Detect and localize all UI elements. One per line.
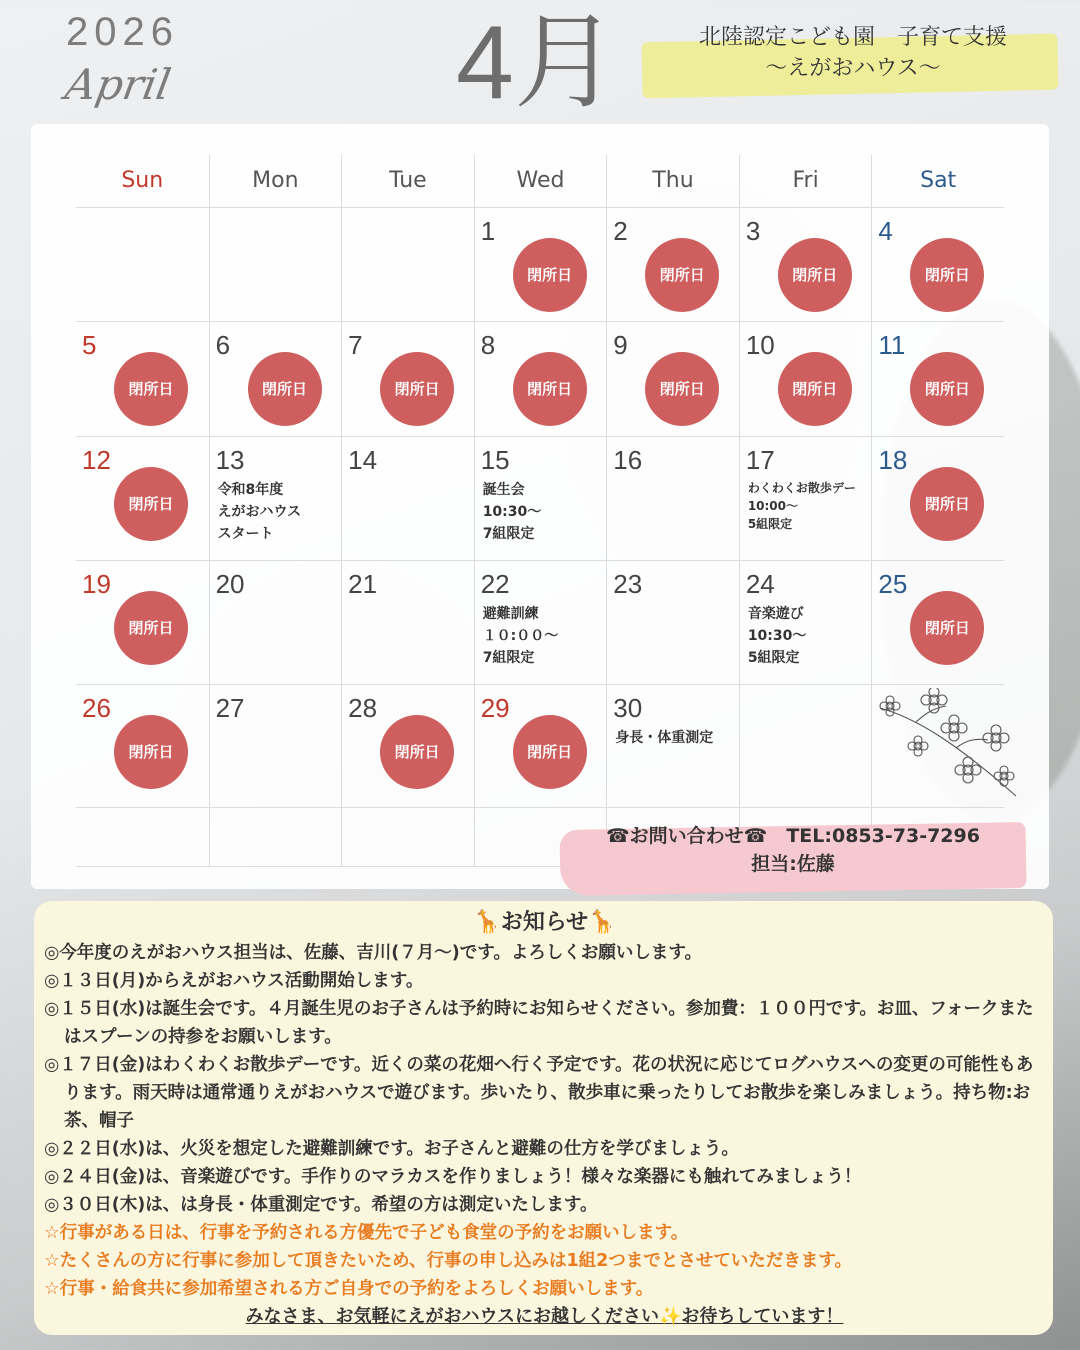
calendar-week <box>76 208 1004 322</box>
closed-day-badge: 閉所日 <box>380 352 454 426</box>
day-number: 16 <box>613 445 643 475</box>
calendar-day-cell <box>341 437 474 560</box>
notice-box <box>34 901 1053 1335</box>
closed-day-badge: 閉所日 <box>778 238 852 312</box>
day-number: 24 <box>745 569 775 599</box>
day-number: 29 <box>480 693 510 723</box>
calendar-day-cell <box>209 322 342 436</box>
notice-lines <box>44 939 1045 1303</box>
day-number: 23 <box>613 569 643 599</box>
day-number: 22 <box>480 569 510 599</box>
calendar-day-cell <box>739 208 872 321</box>
weekday-sat: Sat <box>871 155 1004 207</box>
notice-item: ◎２４日(金)は、音楽遊びです。手作りのマラカスを作りましょう！様々な楽器にも触れてみましょう！ <box>44 1167 862 1187</box>
calendar-day-cell <box>606 208 739 321</box>
notice-item: ☆行事・給食共に参加希望される方ご自身での予約をよろしくお願いします。 <box>44 1279 654 1299</box>
notice-item: ◎１３日(月)からえがおハウス活動開始します。 <box>44 971 424 991</box>
closed-day-badge: 閉所日 <box>645 352 719 426</box>
weeks-container <box>76 208 1004 867</box>
event-text: 令和8年度 えがおハウス スタート <box>217 482 302 542</box>
weekday-thu: Thu <box>606 155 739 207</box>
notice-item: ☆たくさんの方に行事に参加して頂きたいため、行事の申し込みは1組2つまでとさせていただきます。 <box>44 1251 852 1271</box>
calendar-day-cell <box>606 685 739 807</box>
event-text: 音楽遊び 10:30〜 5組限定 <box>747 606 807 666</box>
day-number: 15 <box>480 445 510 475</box>
calendar-day-cell <box>871 437 1004 560</box>
contact-person: 担当:佐藤 <box>751 853 835 875</box>
closed-day-badge: 閉所日 <box>248 352 322 426</box>
day-number: 17 <box>745 445 775 475</box>
closed-day-badge: 閉所日 <box>910 238 984 312</box>
calendar-day-cell <box>341 208 474 321</box>
contact-phone: ☎お問い合わせ☎ TEL:0853-73-7296 <box>606 825 980 847</box>
closed-day-badge: 閉所日 <box>114 467 188 541</box>
calendar-day-cell <box>606 561 739 684</box>
month-japanese: 4月 <box>456 5 618 121</box>
weekday-wed: Wed <box>474 155 607 207</box>
closed-day-badge: 閉所日 <box>778 352 852 426</box>
day-number: 7 <box>348 330 363 360</box>
weekday-mon: Mon <box>209 155 342 207</box>
calendar-day-cell <box>76 808 209 866</box>
contact-info <box>560 822 1026 878</box>
day-number: 4 <box>878 216 893 246</box>
calendar-day-cell <box>341 561 474 684</box>
calendar-day-cell <box>76 437 209 560</box>
notice-item: ◎２２日(水)は、火災を想定した避難訓練です。お子さんと避難の仕方を学びましょう。 <box>44 1139 739 1159</box>
calendar-day-cell <box>341 808 474 866</box>
day-number: 1 <box>480 216 496 246</box>
weekday-sun: Sun <box>121 168 164 193</box>
calendar-day-cell <box>209 685 342 807</box>
calendar-day-cell <box>76 322 209 436</box>
calendar-day-cell <box>209 437 342 560</box>
calendar-day-cell <box>739 685 872 807</box>
weekday-header <box>76 155 1004 208</box>
event-text: 避難訓練 １０:００〜 7組限定 <box>482 606 559 666</box>
month-english: April <box>61 60 175 109</box>
calendar-day-cell <box>474 685 607 807</box>
closed-day-badge: 閉所日 <box>114 352 188 426</box>
event-text: 身長・体重測定 <box>615 730 714 746</box>
calendar-day-cell <box>76 561 209 684</box>
calendar-day-cell <box>76 208 209 321</box>
day-number: 21 <box>348 569 378 599</box>
event-text: わくわくお散歩デー 10:00〜 5組限定 <box>747 481 856 531</box>
calendar-day-cell <box>474 208 607 321</box>
notice-item: ◎１７日(金)はわくわくお散歩デーです。近くの菜の花畑へ行く予定です。花の状況に応じてログハウスへの変更の可能性もあります。雨天時は通常通りえがおハウスで遊びます。歩いたり、散歩車に乗ったりしてお散歩を楽しみましょう。持ち物:お茶、帽子 <box>44 1055 1034 1131</box>
closed-day-badge: 閉所日 <box>910 591 984 665</box>
day-number: 20 <box>215 569 245 599</box>
org-name <box>648 22 1058 84</box>
day-number: 3 <box>745 216 761 246</box>
calendar-day-cell <box>76 685 209 807</box>
day-number: 10 <box>745 330 775 360</box>
calendar-day-cell <box>871 561 1004 684</box>
calendar-week <box>76 685 1004 808</box>
calendar-day-cell <box>474 561 607 684</box>
calendar-week <box>76 561 1004 685</box>
day-number: 2 <box>613 216 628 246</box>
calendar-day-cell <box>739 322 872 436</box>
calendar-grid <box>76 155 1004 867</box>
notice-item: ◎３０日(木)は、は身長・体重測定です。希望の方は測定いたします。 <box>44 1195 598 1215</box>
calendar-day-cell <box>606 437 739 560</box>
day-number: 19 <box>82 569 111 599</box>
closed-day-badge: 閉所日 <box>380 715 454 789</box>
closed-day-badge: 閉所日 <box>910 352 984 426</box>
calendar-day-cell <box>209 808 342 866</box>
calendar-week <box>76 437 1004 561</box>
day-number: 28 <box>348 693 378 723</box>
day-number: 27 <box>215 693 245 723</box>
closed-day-badge: 閉所日 <box>114 591 188 665</box>
day-number: 11 <box>878 330 906 360</box>
calendar-day-cell <box>739 561 872 684</box>
weekday-tue: Tue <box>341 155 474 207</box>
flower-illustration <box>876 688 1022 800</box>
calendar-day-cell <box>606 322 739 436</box>
calendar-day-cell <box>341 322 474 436</box>
day-number: 14 <box>348 445 378 475</box>
closed-day-badge: 閉所日 <box>513 238 587 312</box>
notice-title: 🦒お知らせ🦒 <box>473 910 616 935</box>
calendar-day-cell <box>474 437 607 560</box>
calendar-day-cell <box>474 322 607 436</box>
day-number: 25 <box>878 569 908 599</box>
closed-day-badge: 閉所日 <box>114 715 188 789</box>
day-number: 26 <box>82 693 111 723</box>
calendar-day-cell <box>871 208 1004 321</box>
org-line1: 北陸認定こども園 子育て支援 <box>698 25 1007 50</box>
calendar-week <box>76 322 1004 437</box>
weekday-fri: Fri <box>739 155 872 207</box>
closed-day-badge: 閉所日 <box>910 467 984 541</box>
calendar-day-cell <box>209 561 342 684</box>
year-label: 2026 <box>66 10 179 54</box>
org-line2: 〜えがおハウス〜 <box>765 56 941 81</box>
day-number: 5 <box>82 330 97 360</box>
day-number: 30 <box>613 693 643 723</box>
closed-day-badge: 閉所日 <box>513 715 587 789</box>
calendar-day-cell <box>341 685 474 807</box>
day-number: 6 <box>215 330 231 360</box>
notice-item: ◎今年度のえがおハウス担当は、佐藤、吉川(７月〜)です。よろしくお願いします。 <box>44 943 702 963</box>
day-number: 12 <box>82 445 111 475</box>
calendar-day-cell <box>739 437 872 560</box>
calendar-day-cell <box>871 322 1004 436</box>
notice-item: ◎１５日(水)は誕生会です。４月誕生児のお子さんは予約時にお知らせください。参加費：１００円です。お皿、フォークまたはスプーンの持参をお願いします。 <box>44 999 1034 1047</box>
day-number: 18 <box>878 445 908 475</box>
calendar-day-cell <box>209 208 342 321</box>
event-text: 誕生会 10:30〜 7組限定 <box>482 482 542 542</box>
closed-day-badge: 閉所日 <box>645 238 719 312</box>
day-number: 8 <box>480 330 496 360</box>
day-number: 9 <box>613 330 628 360</box>
notice-item: ☆行事がある日は、行事を予約される方優先で子ども食堂の予約をお願いします。 <box>44 1223 689 1243</box>
notice-footer: みなさま、お気軽にえがおハウスにお越しください✨お待ちしています！ <box>245 1306 844 1327</box>
closed-day-badge: 閉所日 <box>513 352 587 426</box>
day-number: 13 <box>215 445 245 475</box>
